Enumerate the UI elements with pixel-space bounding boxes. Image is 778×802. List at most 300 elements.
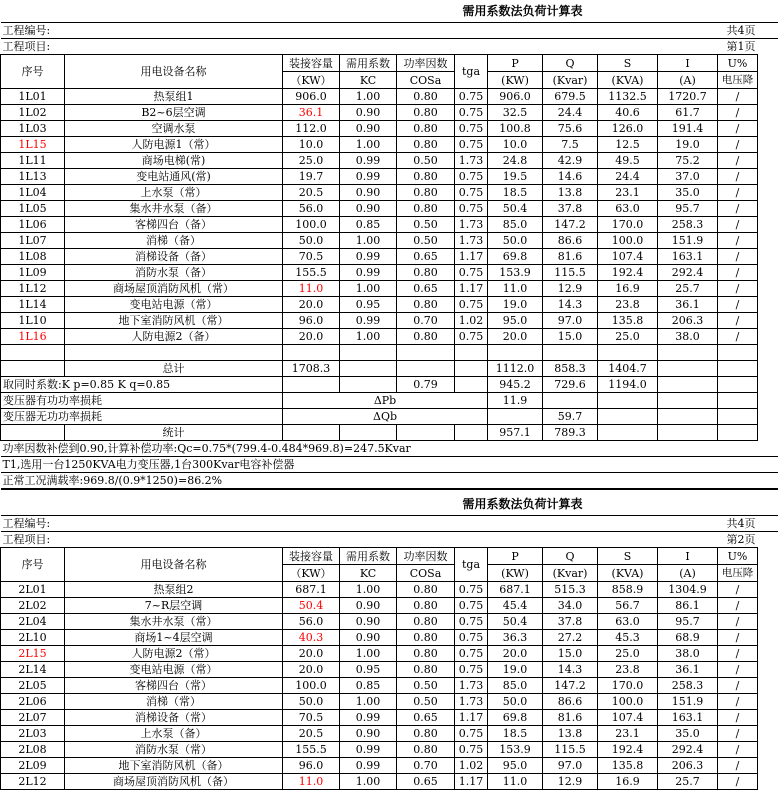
cell-padding [758, 329, 778, 345]
cell-padding [758, 105, 778, 121]
cell-capacity: 56.0 [283, 614, 340, 630]
cell-capacity: 20.5 [283, 726, 340, 742]
cell-power-factor: 0.80 [397, 185, 455, 201]
cell-p: 100.8 [488, 121, 543, 137]
cell-i: 191.4 [658, 121, 718, 137]
cell-voltage-drop: / [718, 758, 758, 774]
cell-i: 292.4 [658, 742, 718, 758]
cell-q: 679.5 [543, 89, 598, 105]
total-q: 858.3 [543, 361, 598, 377]
header-kc-unit: KC [340, 72, 397, 89]
cell-padding [758, 297, 778, 313]
cell-demand-factor: 0.99 [340, 313, 397, 329]
header-s: S [598, 548, 658, 565]
cell-p: 50.4 [488, 614, 543, 630]
cell-demand-factor: 0.99 [340, 153, 397, 169]
header-kc: 需用系数 [340, 55, 397, 72]
cell-demand-factor: 0.85 [340, 217, 397, 233]
cell-i: 38.0 [658, 646, 718, 662]
cell-i: 95.7 [658, 614, 718, 630]
header-seq: 序号 [1, 55, 65, 89]
cell-tga: 1.02 [455, 758, 488, 774]
cell-padding [758, 185, 778, 201]
cell-padding [758, 646, 778, 662]
cell-s: 40.6 [598, 105, 658, 121]
cell-equipment-name: 消梯设备（备） [65, 249, 283, 265]
cell-voltage-drop: / [718, 678, 758, 694]
cell-s: 23.8 [598, 297, 658, 313]
cell-capacity: 10.0 [283, 137, 340, 153]
cell-tga: 0.75 [455, 742, 488, 758]
cell-power-factor: 0.80 [397, 598, 455, 614]
cell-equipment-name: 商场电梯(常) [65, 153, 283, 169]
transformer-p-loss-value: 11.9 [488, 393, 543, 409]
cell-q: 14.3 [543, 662, 598, 678]
cell-s: 192.4 [598, 265, 658, 281]
cell-circuit-id: 1L08 [1, 249, 65, 265]
table-row [1, 582, 778, 598]
cell-tga: 0.75 [455, 662, 488, 678]
cell-p: 95.0 [488, 313, 543, 329]
cell-i: 95.7 [658, 201, 718, 217]
cell-power-factor: 0.65 [397, 774, 455, 790]
cell-p: 18.5 [488, 185, 543, 201]
header-u-unit: 电压降 [718, 565, 758, 582]
cell-padding [758, 662, 778, 678]
header-p-unit: (KW) [488, 565, 543, 582]
cell-i: 35.0 [658, 726, 718, 742]
cell-circuit-id: 1L11 [1, 153, 65, 169]
cell-s: 23.8 [598, 662, 658, 678]
cell-q: 37.8 [543, 201, 598, 217]
cell-voltage-drop: / [718, 646, 758, 662]
cell-padding [758, 169, 778, 185]
cell-power-factor: 0.80 [397, 726, 455, 742]
cell-demand-factor: 0.85 [340, 678, 397, 694]
cell-power-factor: 0.65 [397, 249, 455, 265]
cell-s: 100.0 [598, 233, 658, 249]
table-row [1, 726, 778, 742]
cell-tga: 1.02 [455, 313, 488, 329]
sheet-title: 需用系数法负荷计算表 [462, 3, 583, 18]
header-pf: 功率因数 [397, 55, 455, 72]
cell-circuit-id: 2L08 [1, 742, 65, 758]
cell-demand-factor: 0.90 [340, 105, 397, 121]
cell-equipment-name: 热泵组1 [65, 89, 283, 105]
cell-voltage-drop: / [718, 169, 758, 185]
cell-voltage-drop: / [718, 137, 758, 153]
cell-capacity: 155.5 [283, 265, 340, 281]
project-no-label: 工程编号: [1, 516, 658, 532]
simultaneity-s: 1194.0 [598, 377, 658, 393]
cell-p: 85.0 [488, 217, 543, 233]
cell-circuit-id: 1L09 [1, 265, 65, 281]
cell-i: 37.0 [658, 169, 718, 185]
cell-demand-factor: 0.99 [340, 742, 397, 758]
cell-p: 687.1 [488, 582, 543, 598]
table-row [1, 201, 778, 217]
cell-s: 107.4 [598, 710, 658, 726]
cell-power-factor: 0.50 [397, 678, 455, 694]
cell-capacity: 50.0 [283, 694, 340, 710]
header-i-unit: (A) [658, 72, 718, 89]
cell-circuit-id: 2L14 [1, 662, 65, 678]
cell-demand-factor: 1.00 [340, 329, 397, 345]
cell-s: 100.0 [598, 694, 658, 710]
cell-padding [758, 89, 778, 105]
cell-p: 18.5 [488, 726, 543, 742]
cell-padding [758, 678, 778, 694]
cell-q: 97.0 [543, 758, 598, 774]
cell-p: 19.0 [488, 297, 543, 313]
cell-padding [758, 694, 778, 710]
cell-equipment-name: 消防水泵（常） [65, 742, 283, 758]
cell-p: 906.0 [488, 89, 543, 105]
cell-voltage-drop: / [718, 265, 758, 281]
cell-demand-factor: 0.95 [340, 297, 397, 313]
cell-padding [758, 598, 778, 614]
cell-circuit-id: 2L06 [1, 694, 65, 710]
cell-s: 49.5 [598, 153, 658, 169]
cell-equipment-name: 人防电源1（常） [65, 137, 283, 153]
cell-equipment-name: 人防电源2（常） [65, 646, 283, 662]
cell-q: 515.3 [543, 582, 598, 598]
cell-i: 86.1 [658, 598, 718, 614]
cell-padding [758, 281, 778, 297]
total-p: 1112.0 [488, 361, 543, 377]
cell-equipment-name: 上水泵（常） [65, 185, 283, 201]
cell-capacity: 20.0 [283, 646, 340, 662]
cell-tga: 1.73 [455, 217, 488, 233]
table-row [1, 105, 778, 121]
cell-power-factor: 0.70 [397, 313, 455, 329]
cell-i: 38.0 [658, 329, 718, 345]
cell-tga: 0.75 [455, 646, 488, 662]
cell-q: 24.4 [543, 105, 598, 121]
header-name: 用电设备名称 [65, 55, 283, 89]
cell-s: 192.4 [598, 742, 658, 758]
cell-demand-factor: 1.00 [340, 774, 397, 790]
cell-p: 24.8 [488, 153, 543, 169]
simultaneity-cos: 0.79 [397, 377, 455, 393]
project-item-label: 工程项目: [2, 533, 51, 546]
cell-power-factor: 0.80 [397, 646, 455, 662]
cell-padding [758, 233, 778, 249]
cell-i: 68.9 [658, 630, 718, 646]
header-i: I [658, 55, 718, 72]
cell-equipment-name: B2~6层空调 [65, 105, 283, 121]
header-p: P [488, 55, 543, 72]
sheet-title: 需用系数法负荷计算表 [462, 496, 583, 511]
table-row [1, 121, 778, 137]
cell-tga: 1.73 [455, 233, 488, 249]
header-s-unit: (KVA) [598, 565, 658, 582]
cell-s: 45.3 [598, 630, 658, 646]
cell-padding [758, 726, 778, 742]
cell-voltage-drop: / [718, 217, 758, 233]
table-row [1, 185, 778, 201]
cell-equipment-name: 空调水泵 [65, 121, 283, 137]
cell-tga: 0.75 [455, 726, 488, 742]
cell-power-factor: 0.50 [397, 694, 455, 710]
cell-circuit-id: 2L03 [1, 726, 65, 742]
cell-tga: 0.75 [455, 598, 488, 614]
cell-demand-factor: 1.00 [340, 281, 397, 297]
header-p: P [488, 548, 543, 565]
cell-power-factor: 0.80 [397, 630, 455, 646]
cell-equipment-name: 集水井水泵（备） [65, 201, 283, 217]
cell-p: 20.0 [488, 329, 543, 345]
cell-demand-factor: 1.00 [340, 694, 397, 710]
cell-p: 19.0 [488, 662, 543, 678]
cell-voltage-drop: / [718, 105, 758, 121]
cell-i: 75.2 [658, 153, 718, 169]
cell-s: 24.4 [598, 169, 658, 185]
cell-demand-factor: 0.90 [340, 185, 397, 201]
cell-padding [758, 137, 778, 153]
table-row [1, 281, 778, 297]
cell-voltage-drop: / [718, 233, 758, 249]
total-label: 总计 [65, 361, 283, 377]
cell-capacity: 50.4 [283, 598, 340, 614]
header-s-unit: (KVA) [598, 72, 658, 89]
cell-tga: 0.75 [455, 137, 488, 153]
cell-q: 147.2 [543, 217, 598, 233]
statistics-label: 统计 [65, 425, 283, 441]
table-row [1, 233, 778, 249]
note-load-rate: 正常工况满载率:969.8/(0.9*1250)=86.2% [1, 473, 778, 490]
cell-padding [758, 742, 778, 758]
cell-s: 25.0 [598, 646, 658, 662]
header-i-unit: (A) [658, 565, 718, 582]
table-row [1, 265, 778, 281]
cell-power-factor: 0.80 [397, 614, 455, 630]
cell-circuit-id: 1L15 [1, 137, 65, 153]
cell-i: 163.1 [658, 710, 718, 726]
cell-s: 12.5 [598, 137, 658, 153]
cell-s: 126.0 [598, 121, 658, 137]
cell-voltage-drop: / [718, 297, 758, 313]
cell-voltage-drop: / [718, 662, 758, 678]
cell-voltage-drop: / [718, 121, 758, 137]
cell-equipment-name: 变电站电源（常） [65, 297, 283, 313]
cell-demand-factor: 0.90 [340, 726, 397, 742]
cell-tga: 0.75 [455, 630, 488, 646]
cell-q: 81.6 [543, 710, 598, 726]
cell-padding [758, 121, 778, 137]
cell-p: 153.9 [488, 265, 543, 281]
table-row [1, 678, 778, 694]
cell-voltage-drop: / [718, 694, 758, 710]
cell-voltage-drop: / [718, 710, 758, 726]
cell-q: 15.0 [543, 646, 598, 662]
cell-tga: 1.17 [455, 249, 488, 265]
cell-p: 69.8 [488, 710, 543, 726]
cell-equipment-name: 变电站电源（常） [65, 662, 283, 678]
cell-padding [758, 758, 778, 774]
cell-p: 153.9 [488, 742, 543, 758]
cell-p: 20.0 [488, 646, 543, 662]
cell-tga: 0.75 [455, 89, 488, 105]
cell-capacity: 25.0 [283, 153, 340, 169]
cell-q: 12.9 [543, 281, 598, 297]
cell-equipment-name: 商场屋顶消防风机（常） [65, 281, 283, 297]
cell-q: 37.8 [543, 614, 598, 630]
cell-circuit-id: 2L09 [1, 758, 65, 774]
table-row [1, 598, 778, 614]
cell-power-factor: 0.80 [397, 742, 455, 758]
cell-voltage-drop: / [718, 598, 758, 614]
cell-tga: 0.75 [455, 265, 488, 281]
cell-power-factor: 0.50 [397, 233, 455, 249]
cell-padding [758, 265, 778, 281]
cell-s: 16.9 [598, 774, 658, 790]
cell-i: 61.7 [658, 105, 718, 121]
header-kc: 需用系数 [340, 548, 397, 565]
cell-demand-factor: 0.99 [340, 265, 397, 281]
cell-equipment-name: 消防水泵（备） [65, 265, 283, 281]
cell-q: 81.6 [543, 249, 598, 265]
table-row [1, 153, 778, 169]
table-row [1, 774, 778, 790]
cell-voltage-drop: / [718, 742, 758, 758]
cell-power-factor: 0.70 [397, 758, 455, 774]
total-pages: 共4页 [658, 23, 758, 39]
cell-q: 42.9 [543, 153, 598, 169]
cell-tga: 0.75 [455, 121, 488, 137]
cell-i: 258.3 [658, 217, 718, 233]
statistics-p: 957.1 [488, 425, 543, 441]
cell-s: 1132.5 [598, 89, 658, 105]
cell-power-factor: 0.80 [397, 662, 455, 678]
project-item-label: 工程项目: [2, 40, 51, 53]
cell-circuit-id: 2L04 [1, 614, 65, 630]
cell-tga: 1.17 [455, 774, 488, 790]
cell-capacity: 155.5 [283, 742, 340, 758]
cell-tga: 0.75 [455, 169, 488, 185]
cell-demand-factor: 0.99 [340, 758, 397, 774]
cell-padding [758, 710, 778, 726]
cell-padding [758, 153, 778, 169]
cell-equipment-name: 客梯四台（备） [65, 217, 283, 233]
header-cap-unit: （KW） [283, 72, 340, 89]
header-cap: 装接容量 [283, 55, 340, 72]
cell-demand-factor: 0.95 [340, 662, 397, 678]
cell-p: 32.5 [488, 105, 543, 121]
cell-p: 11.0 [488, 774, 543, 790]
cell-power-factor: 0.80 [397, 265, 455, 281]
cell-voltage-drop: / [718, 614, 758, 630]
cell-voltage-drop: / [718, 249, 758, 265]
header-pf: 功率因数 [397, 548, 455, 565]
cell-s: 16.9 [598, 281, 658, 297]
cell-voltage-drop: / [718, 582, 758, 598]
transformer-p-loss-symbol: ΔPb [283, 393, 488, 409]
cell-i: 206.3 [658, 313, 718, 329]
cell-tga: 1.73 [455, 678, 488, 694]
transformer-p-loss-label: 变压器有功功率损耗 [1, 393, 283, 409]
table-row [1, 313, 778, 329]
cell-tga: 1.73 [455, 694, 488, 710]
cell-demand-factor: 0.90 [340, 598, 397, 614]
project-no-label: 工程编号: [1, 23, 658, 39]
table-row [1, 297, 778, 313]
header-seq: 序号 [1, 548, 65, 582]
cell-s: 25.0 [598, 329, 658, 345]
page-number: 第2页 [726, 533, 756, 546]
cell-circuit-id: 2L07 [1, 710, 65, 726]
cell-voltage-drop: / [718, 153, 758, 169]
cell-capacity: 56.0 [283, 201, 340, 217]
table-row [1, 710, 778, 726]
cell-circuit-id: 1L16 [1, 329, 65, 345]
note-compensation: 功率因数补偿到0.90,计算补偿功率:Qc=0.75*(799.4-0.484*969.8)=247.5Kvar [1, 441, 778, 457]
table-row [1, 646, 778, 662]
cell-s: 23.1 [598, 185, 658, 201]
cell-power-factor: 0.80 [397, 121, 455, 137]
cell-equipment-name: 地下室消防风机（常） [65, 313, 283, 329]
transformer-q-loss-symbol: ΔQb [283, 409, 488, 425]
cell-voltage-drop: / [718, 313, 758, 329]
cell-q: 13.8 [543, 726, 598, 742]
cell-capacity: 19.7 [283, 169, 340, 185]
cell-circuit-id: 1L02 [1, 105, 65, 121]
cell-equipment-name: 变电站通风(常) [65, 169, 283, 185]
cell-tga: 0.75 [455, 105, 488, 121]
cell-i: 151.9 [658, 233, 718, 249]
header-i: I [658, 548, 718, 565]
cell-circuit-id: 2L01 [1, 582, 65, 598]
transformer-q-loss-label: 变压器无功功率损耗 [1, 409, 283, 425]
cell-demand-factor: 0.99 [340, 249, 397, 265]
cell-q: 86.6 [543, 694, 598, 710]
cell-padding [758, 217, 778, 233]
cell-i: 151.9 [658, 694, 718, 710]
cell-p: 36.3 [488, 630, 543, 646]
page-number: 第1页 [726, 40, 756, 53]
cell-power-factor: 0.80 [397, 201, 455, 217]
cell-power-factor: 0.50 [397, 217, 455, 233]
cell-p: 19.5 [488, 169, 543, 185]
cell-i: 36.1 [658, 662, 718, 678]
cell-tga: 0.75 [455, 614, 488, 630]
cell-circuit-id: 1L13 [1, 169, 65, 185]
table-row [1, 630, 778, 646]
cell-s: 56.7 [598, 598, 658, 614]
cell-capacity: 70.5 [283, 249, 340, 265]
cell-padding [758, 630, 778, 646]
total-pages: 共4页 [658, 516, 758, 532]
cell-equipment-name: 地下室消防风机（备） [65, 758, 283, 774]
cell-capacity: 11.0 [283, 774, 340, 790]
cell-voltage-drop: / [718, 185, 758, 201]
cell-circuit-id: 1L06 [1, 217, 65, 233]
note-transformer: T1,选用一台1250KVA电力变压器,1台300Kvar电容补偿器 [1, 457, 778, 473]
cell-padding [758, 313, 778, 329]
cell-equipment-name: 上水泵（备） [65, 726, 283, 742]
cell-voltage-drop: / [718, 89, 758, 105]
cell-capacity: 20.0 [283, 662, 340, 678]
header-s: S [598, 55, 658, 72]
cell-p: 50.0 [488, 694, 543, 710]
cell-padding [758, 201, 778, 217]
total-capacity: 1708.3 [283, 361, 340, 377]
cell-padding [758, 249, 778, 265]
cell-q: 86.6 [543, 233, 598, 249]
cell-padding [758, 614, 778, 630]
cell-demand-factor: 1.00 [340, 233, 397, 249]
cell-tga: 0.75 [455, 185, 488, 201]
